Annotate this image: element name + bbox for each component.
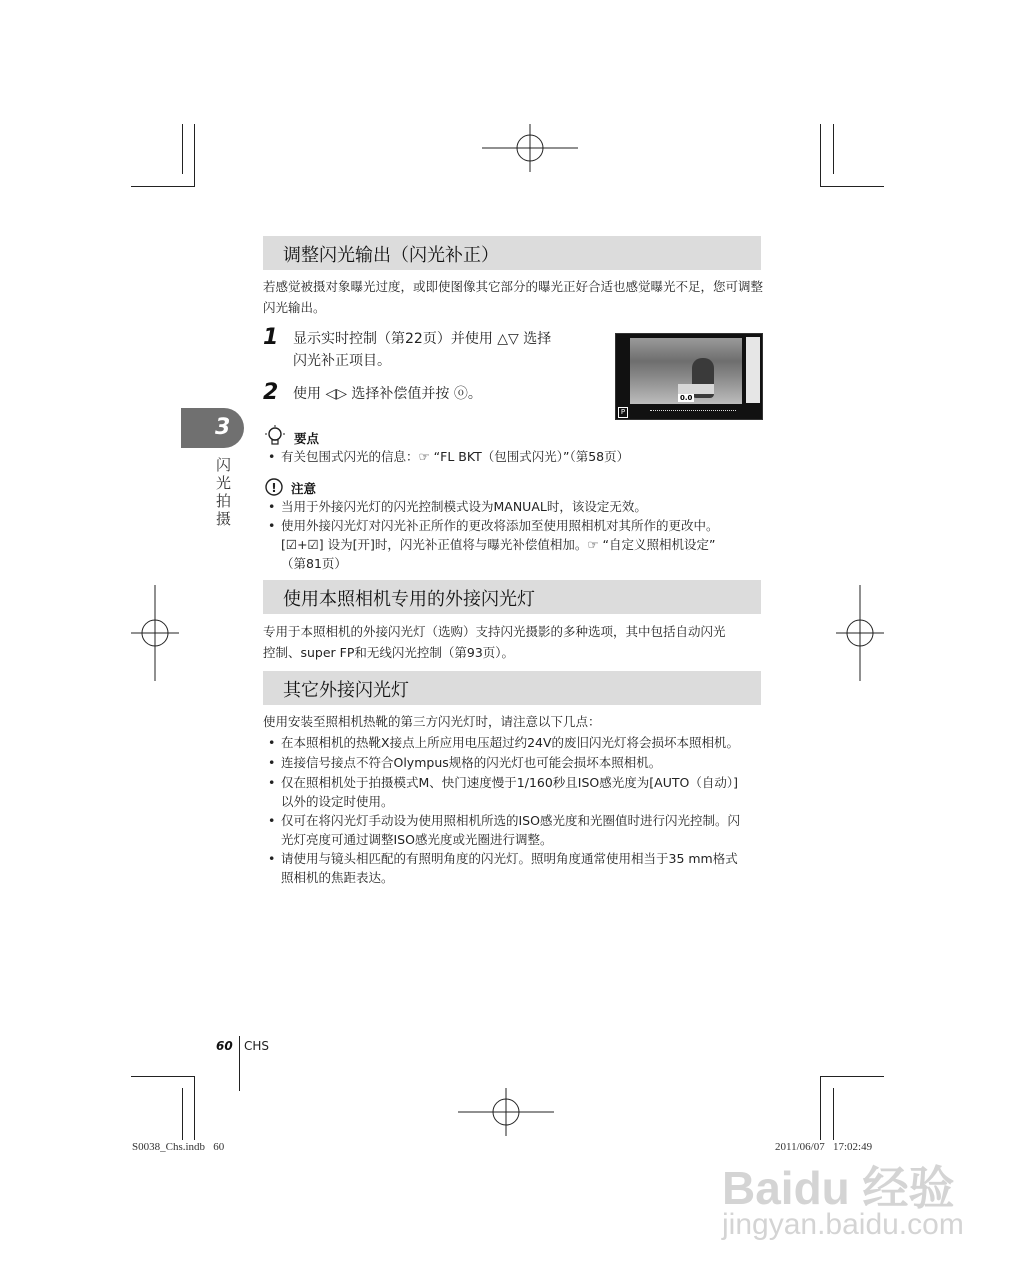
registration-mark-bottom: [458, 1088, 554, 1136]
section-title: 使用本照相机专用的外接闪光灯: [283, 589, 535, 610]
list-item: 连接信号接点不符合Olympus规格的闪光灯也可能会损坏本照相机。: [281, 755, 662, 770]
side-menu: [746, 337, 760, 403]
chapter-number: 3: [215, 415, 231, 440]
bulb-icon: [264, 425, 286, 447]
svg-text:!: !: [271, 481, 277, 495]
registration-mark-left: [131, 585, 179, 681]
watermark-url: jingyan.baidu.com: [722, 1208, 964, 1241]
section-title: 其它外接闪光灯: [283, 680, 409, 701]
caution-heading: 注意: [291, 481, 317, 496]
section-header-other-flash: [263, 671, 761, 705]
section-title: 调整闪光输出（闪光补正）: [283, 245, 499, 266]
list-item: 请使用与镜头相匹配的有照明角度的闪光灯。照明角度通常使用相当于35 mm格式 照相机的焦距表达。: [281, 851, 738, 885]
compensation-scale: [650, 410, 736, 414]
section-text: 专用于本照相机的外接闪光灯（选购）支持闪光摄影的多种选项，其中包括自动闪光 控制、super FP和无线闪光控制（第93页）。: [263, 624, 726, 660]
section-header-dedicated-flash: [263, 580, 761, 614]
mode-indicator: P: [618, 407, 628, 418]
list-item: 仅在照相机处于拍摄模式M、快门速度慢于1/160秒且ISO感光度为[AUTO（自动）] 以外的设定时使用。: [281, 775, 738, 809]
footer-file: S0038_Chs.indb 60: [132, 1141, 225, 1153]
page-number: 60: [216, 1039, 233, 1053]
chapter-title-vertical: 闪 光 拍 摄: [216, 456, 232, 528]
chapter-tab: [181, 408, 244, 448]
step-text: 使用 ◁▷ 选择补偿值并按 ⓞ。: [293, 386, 482, 402]
list-item: 在本照相机的热靴X接点上所应用电压超过约24V的废旧闪光灯将会损坏本照相机。: [281, 735, 740, 750]
watermark-logo: Baidu 经验: [722, 1162, 955, 1214]
caution-icon: [265, 478, 283, 496]
tip-heading: 要点: [294, 431, 320, 446]
tip-item: 有关包围式闪光的信息：☞ “FL BKT（包围式闪光）”（第58页）: [281, 449, 630, 464]
section-intro: 使用安装至照相机热靴的第三方闪光灯时，请注意以下几点：: [263, 714, 601, 729]
value-readout: 0.0: [680, 394, 693, 402]
registration-mark-top: [482, 124, 578, 172]
section-header-flash-compensation: [263, 236, 761, 270]
step-text: 显示实时控制（第22页）并使用 △▽ 选择 闪光补正项目。: [293, 331, 552, 369]
caution-item: 使用外接闪光灯对闪光补正所作的更改将添加至使用照相机对其所作的更改中。 [☑+☑] 设为[开]时，闪光补正值将与曝光补偿值相加。☞ “自定义照相机设定” （第81页）: [281, 518, 719, 571]
footer-timestamp: 2011/06/07 17:02:49: [775, 1141, 873, 1153]
section-intro: 若感觉被摄对象曝光过度，或即使图像其它部分的曝光正好合适也感觉曝光不足，您可调整闪光输出。: [263, 279, 764, 315]
list-item: 仅可在将闪光灯手动设为使用照相机所选的ISO感光度和光圈值时进行闪光控制。闪 光灯亮度可通过调整ISO感光度或光圈进行调整。: [281, 813, 740, 847]
step-number: 2: [263, 380, 279, 405]
registration-mark-right: [836, 585, 884, 681]
camera-screen-image: [615, 333, 763, 420]
step-number: 1: [263, 325, 279, 350]
page-lang: CHS: [244, 1039, 270, 1053]
caution-item: 当用于外接闪光灯的闪光控制模式设为MANUAL时，该设定无效。: [281, 499, 647, 514]
